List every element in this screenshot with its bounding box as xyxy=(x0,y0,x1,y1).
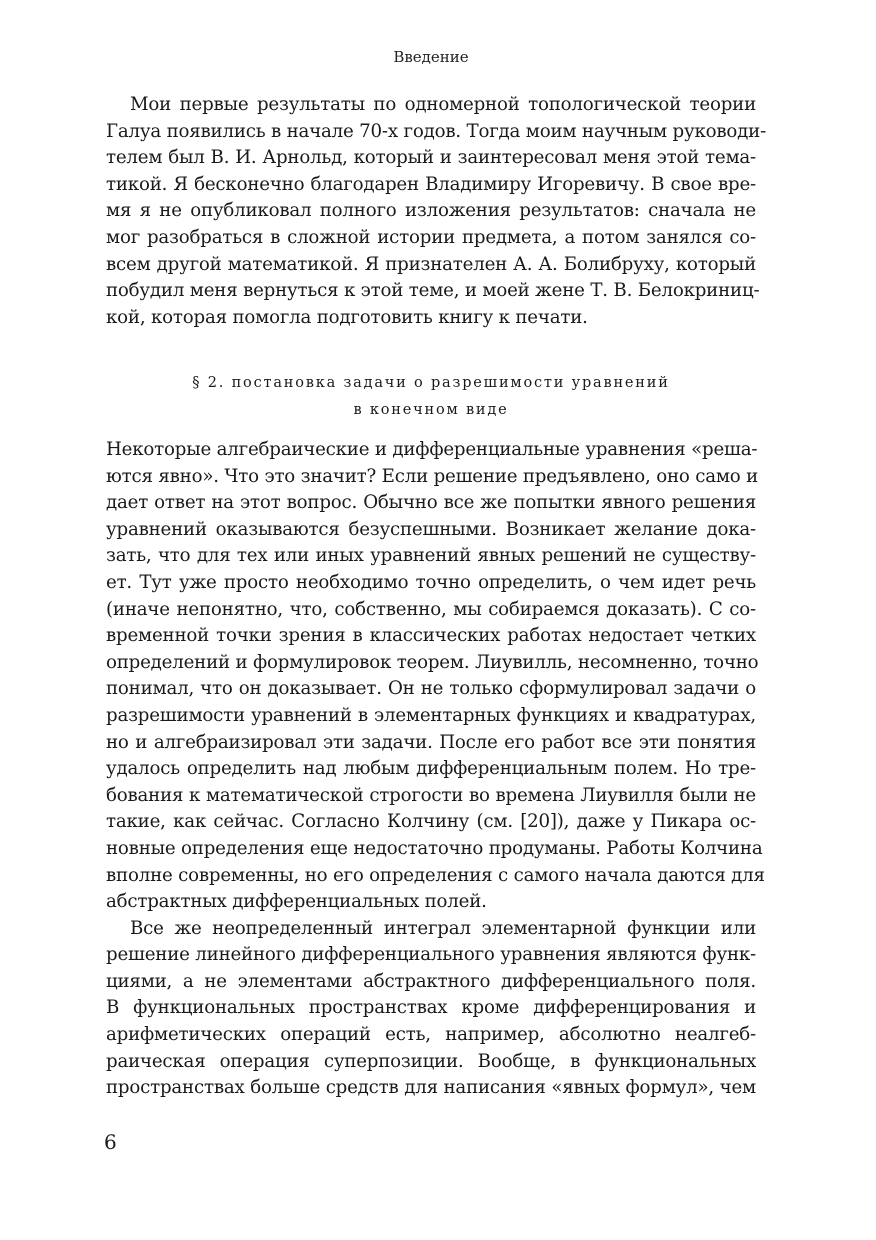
section-paragraph-2 xyxy=(106,916,756,1102)
text-line: Мои первые результаты по одномерной топологической теории xyxy=(130,94,756,115)
text-line: циями, а не элементами абстрактного дифференциального поля. xyxy=(106,970,756,992)
text-line: (иначе непонятно, что, собственно, мы собираемся доказать). С со- xyxy=(106,598,756,620)
text-line: уравнений оказываются безуспешными. Возникает желание дока- xyxy=(106,518,756,540)
text-line: но и алгебраизировал эти задачи. После его работ все эти понятия xyxy=(106,731,756,753)
section-heading-line: в конечном виде xyxy=(353,402,509,418)
text-line: всем другой математикой. Я признателен А. А. Болибруху, который xyxy=(106,253,756,275)
text-line: телем был В. И. Арнольд, который и заинтересовал меня этой тема- xyxy=(106,147,756,169)
text-line: бования к математической строгости во времена Лиувилля были не xyxy=(106,784,756,806)
text-line: дает ответ на этот вопрос. Обычно все же попытки явного решения xyxy=(106,492,756,514)
text-line: побудил меня вернуться к этой теме, и моей жене Т. В. Белокриниц- xyxy=(106,280,760,302)
text-line: кой, которая помогла подготовить книгу к печати. xyxy=(106,306,588,328)
text-line: Галуа появились в начале 70-х годов. Тогда моим научным руководи- xyxy=(106,120,767,142)
text-line: определений и формулировок теорем. Лиувилль, несомненно, точно xyxy=(106,651,759,673)
text-line: мя я не опубликовал полного изложения результатов: сначала не xyxy=(106,200,756,222)
text-line: разрешимости уравнений в элементарных функциях и квадратурах, xyxy=(106,704,756,726)
text-line: ет. Тут уже просто необходимо точно определить, о чем идет речь xyxy=(106,571,756,593)
text-line: удалось определить над любым дифференциальным полем. Но тре- xyxy=(106,758,756,780)
running-head: Введение xyxy=(393,48,469,66)
section-paragraph-1 xyxy=(106,437,765,916)
text-line: абстрактных дифференциальных полей. xyxy=(106,891,487,913)
text-line: временной точки зрения в классических работах недостает четких xyxy=(106,625,756,647)
text-line: вполне современны, но его определения с самого начала даются для xyxy=(106,864,765,886)
page-number: 6 xyxy=(104,1130,117,1154)
intro-paragraph xyxy=(106,92,767,331)
text-line: ются явно». Что это значит? Если решение предъявлено, оно само и xyxy=(106,465,759,487)
text-line: Все же неопределенный интеграл элементарной функции или xyxy=(130,917,756,939)
text-line: зать, что для тех или иных уравнений явных решений не существу- xyxy=(106,545,756,567)
text-line: раическая операция суперпозиции. Вообще, в функциональных xyxy=(106,1050,756,1072)
section-heading-line: § 2. постановка задачи о разрешимости уравнений xyxy=(192,375,670,391)
text-line: такие, как сейчас. Согласно Колчину (см. [20]), даже у Пикара ос- xyxy=(106,811,756,833)
section-body xyxy=(106,437,765,1102)
text-line: тикой. Я бесконечно благодарен Владимиру Игоревичу. В свое вре- xyxy=(106,173,756,195)
text-line: арифметических операций есть, например, абсолютно неалгеб- xyxy=(106,1024,756,1046)
text-line: Некоторые алгебраические и дифференциальные уравнения «реша- xyxy=(106,439,758,460)
text-line: пространствах больше средств для написания «явных формул», чем xyxy=(106,1077,756,1099)
text-line: понимал, что он доказывает. Он не только сформулировал задачи о xyxy=(106,678,756,700)
text-line: новные определения еще недостаточно продуманы. Работы Колчина xyxy=(106,837,763,859)
section-heading xyxy=(106,370,756,424)
text-line: мог разобраться в сложной истории предмета, а потом занялся со- xyxy=(106,226,756,248)
text-line: решение линейного дифференциального уравнения являются функ- xyxy=(106,944,756,966)
text-line: В функциональных пространствах кроме дифференцирования и xyxy=(106,997,756,1019)
